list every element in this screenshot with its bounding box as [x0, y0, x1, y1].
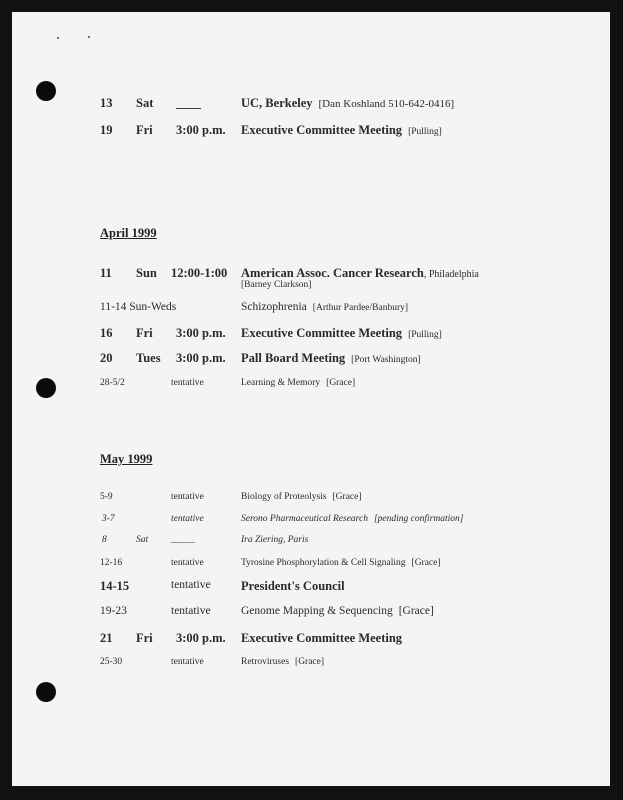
entry-dates: 12-16 — [100, 558, 123, 568]
entry-day: 21 — [100, 631, 113, 645]
entry-detail: [Grace] — [326, 378, 356, 388]
month-heading-may: May 1999 — [100, 452, 153, 466]
entry-event: UC, Berkeley — [241, 96, 313, 110]
entry-event: Genome Mapping & Sequencing — [241, 605, 393, 617]
entry-event: Retroviruses — [241, 657, 290, 667]
entry-day: 8 — [102, 535, 107, 545]
entry-dates: 5-9 — [100, 492, 113, 502]
entry-status: tentative — [171, 657, 204, 667]
entry-event: Executive Committee Meeting — [241, 123, 403, 137]
entry-detail: [Pulling] — [408, 127, 442, 137]
entry-event: Executive Committee Meeting — [241, 326, 403, 340]
entry-event: Learning & Memory — [241, 378, 321, 388]
entry-weekday: Sat — [136, 535, 149, 545]
entry-detail: [Dan Koshland 510-642-0416] — [318, 98, 455, 110]
entry-weekday: Fri — [136, 631, 153, 645]
entry-time: 3:00 p.m. — [176, 123, 226, 137]
entry-event: President's Council — [241, 579, 345, 593]
speck-mark — [57, 37, 59, 39]
entry-status: tentative — [171, 579, 211, 591]
entry-dates: 11-14 Sun-Weds — [100, 301, 177, 313]
month-heading-april: April 1999 — [100, 226, 157, 240]
entry-detail: [Grace] — [295, 657, 325, 667]
entry-status: tentative — [171, 558, 204, 568]
entry-detail: [Grace] — [332, 492, 362, 502]
entry-dates: 14-15 — [100, 579, 130, 593]
entry-time: _____ — [171, 535, 195, 545]
entry-day: 20 — [100, 351, 113, 365]
entry-detail: [Grace] — [398, 605, 434, 617]
punch-hole-middle — [36, 378, 56, 398]
entry-day: 13 — [100, 96, 113, 110]
entry-event: Executive Committee Meeting — [241, 631, 403, 645]
entry-event: American Assoc. Cancer Research — [241, 266, 424, 280]
entry-place: , Philadelphia — [423, 269, 479, 280]
document-page — [12, 12, 610, 786]
speck-mark — [88, 36, 90, 38]
entry-event: Biology of Proteolysis — [241, 492, 327, 502]
entry-status: tentative — [171, 514, 204, 524]
entry-weekday: Fri — [136, 326, 153, 340]
entry-status: tentative — [171, 378, 204, 388]
entry-time: 12:00-1:00 — [171, 266, 228, 280]
entry-event: Pall Board Meeting — [241, 351, 346, 365]
entry-status: tentative — [171, 492, 204, 502]
entry-dates: 19-23 — [100, 605, 127, 617]
entry-weekday: Fri — [136, 123, 153, 137]
entry-day: 16 — [100, 326, 113, 340]
entry-weekday: Sat — [136, 96, 154, 110]
entry-day: 11 — [100, 266, 112, 280]
entry-time: 3:00 p.m. — [176, 631, 226, 645]
entry-detail: [Barney Clarkson] — [241, 280, 312, 290]
entry-detail: [pending confirmation] — [373, 514, 464, 524]
entry-event: Serono Pharmaceutical Research — [241, 514, 368, 524]
entry-weekday: Tues — [136, 351, 161, 365]
entry-event: Tyrosine Phosphorylation & Cell Signaling — [241, 558, 406, 568]
punch-hole-bottom — [36, 682, 56, 702]
entry-dates: 25-30 — [100, 657, 123, 667]
entry-event: Ira Ziering, Paris — [241, 535, 309, 545]
entry-time: 3:00 p.m. — [176, 351, 226, 365]
entry-time: ____ — [176, 96, 201, 110]
entry-time: 3:00 p.m. — [176, 326, 226, 340]
entry-day: 19 — [100, 123, 113, 137]
entry-detail: [Grace] — [411, 558, 441, 568]
entry-dates: 28-5/2 — [100, 378, 125, 388]
punch-hole-top — [36, 81, 56, 101]
entry-dates: 3-7 — [102, 514, 115, 524]
entry-detail: [Port Washington] — [351, 355, 421, 365]
entry-weekday: Sun — [136, 266, 157, 280]
entry-status: tentative — [171, 605, 211, 617]
entry-detail: [Arthur Pardee/Banbury] — [312, 303, 409, 313]
entry-event: Schizophrenia — [241, 301, 307, 313]
entry-detail: [Pulling] — [408, 330, 442, 340]
